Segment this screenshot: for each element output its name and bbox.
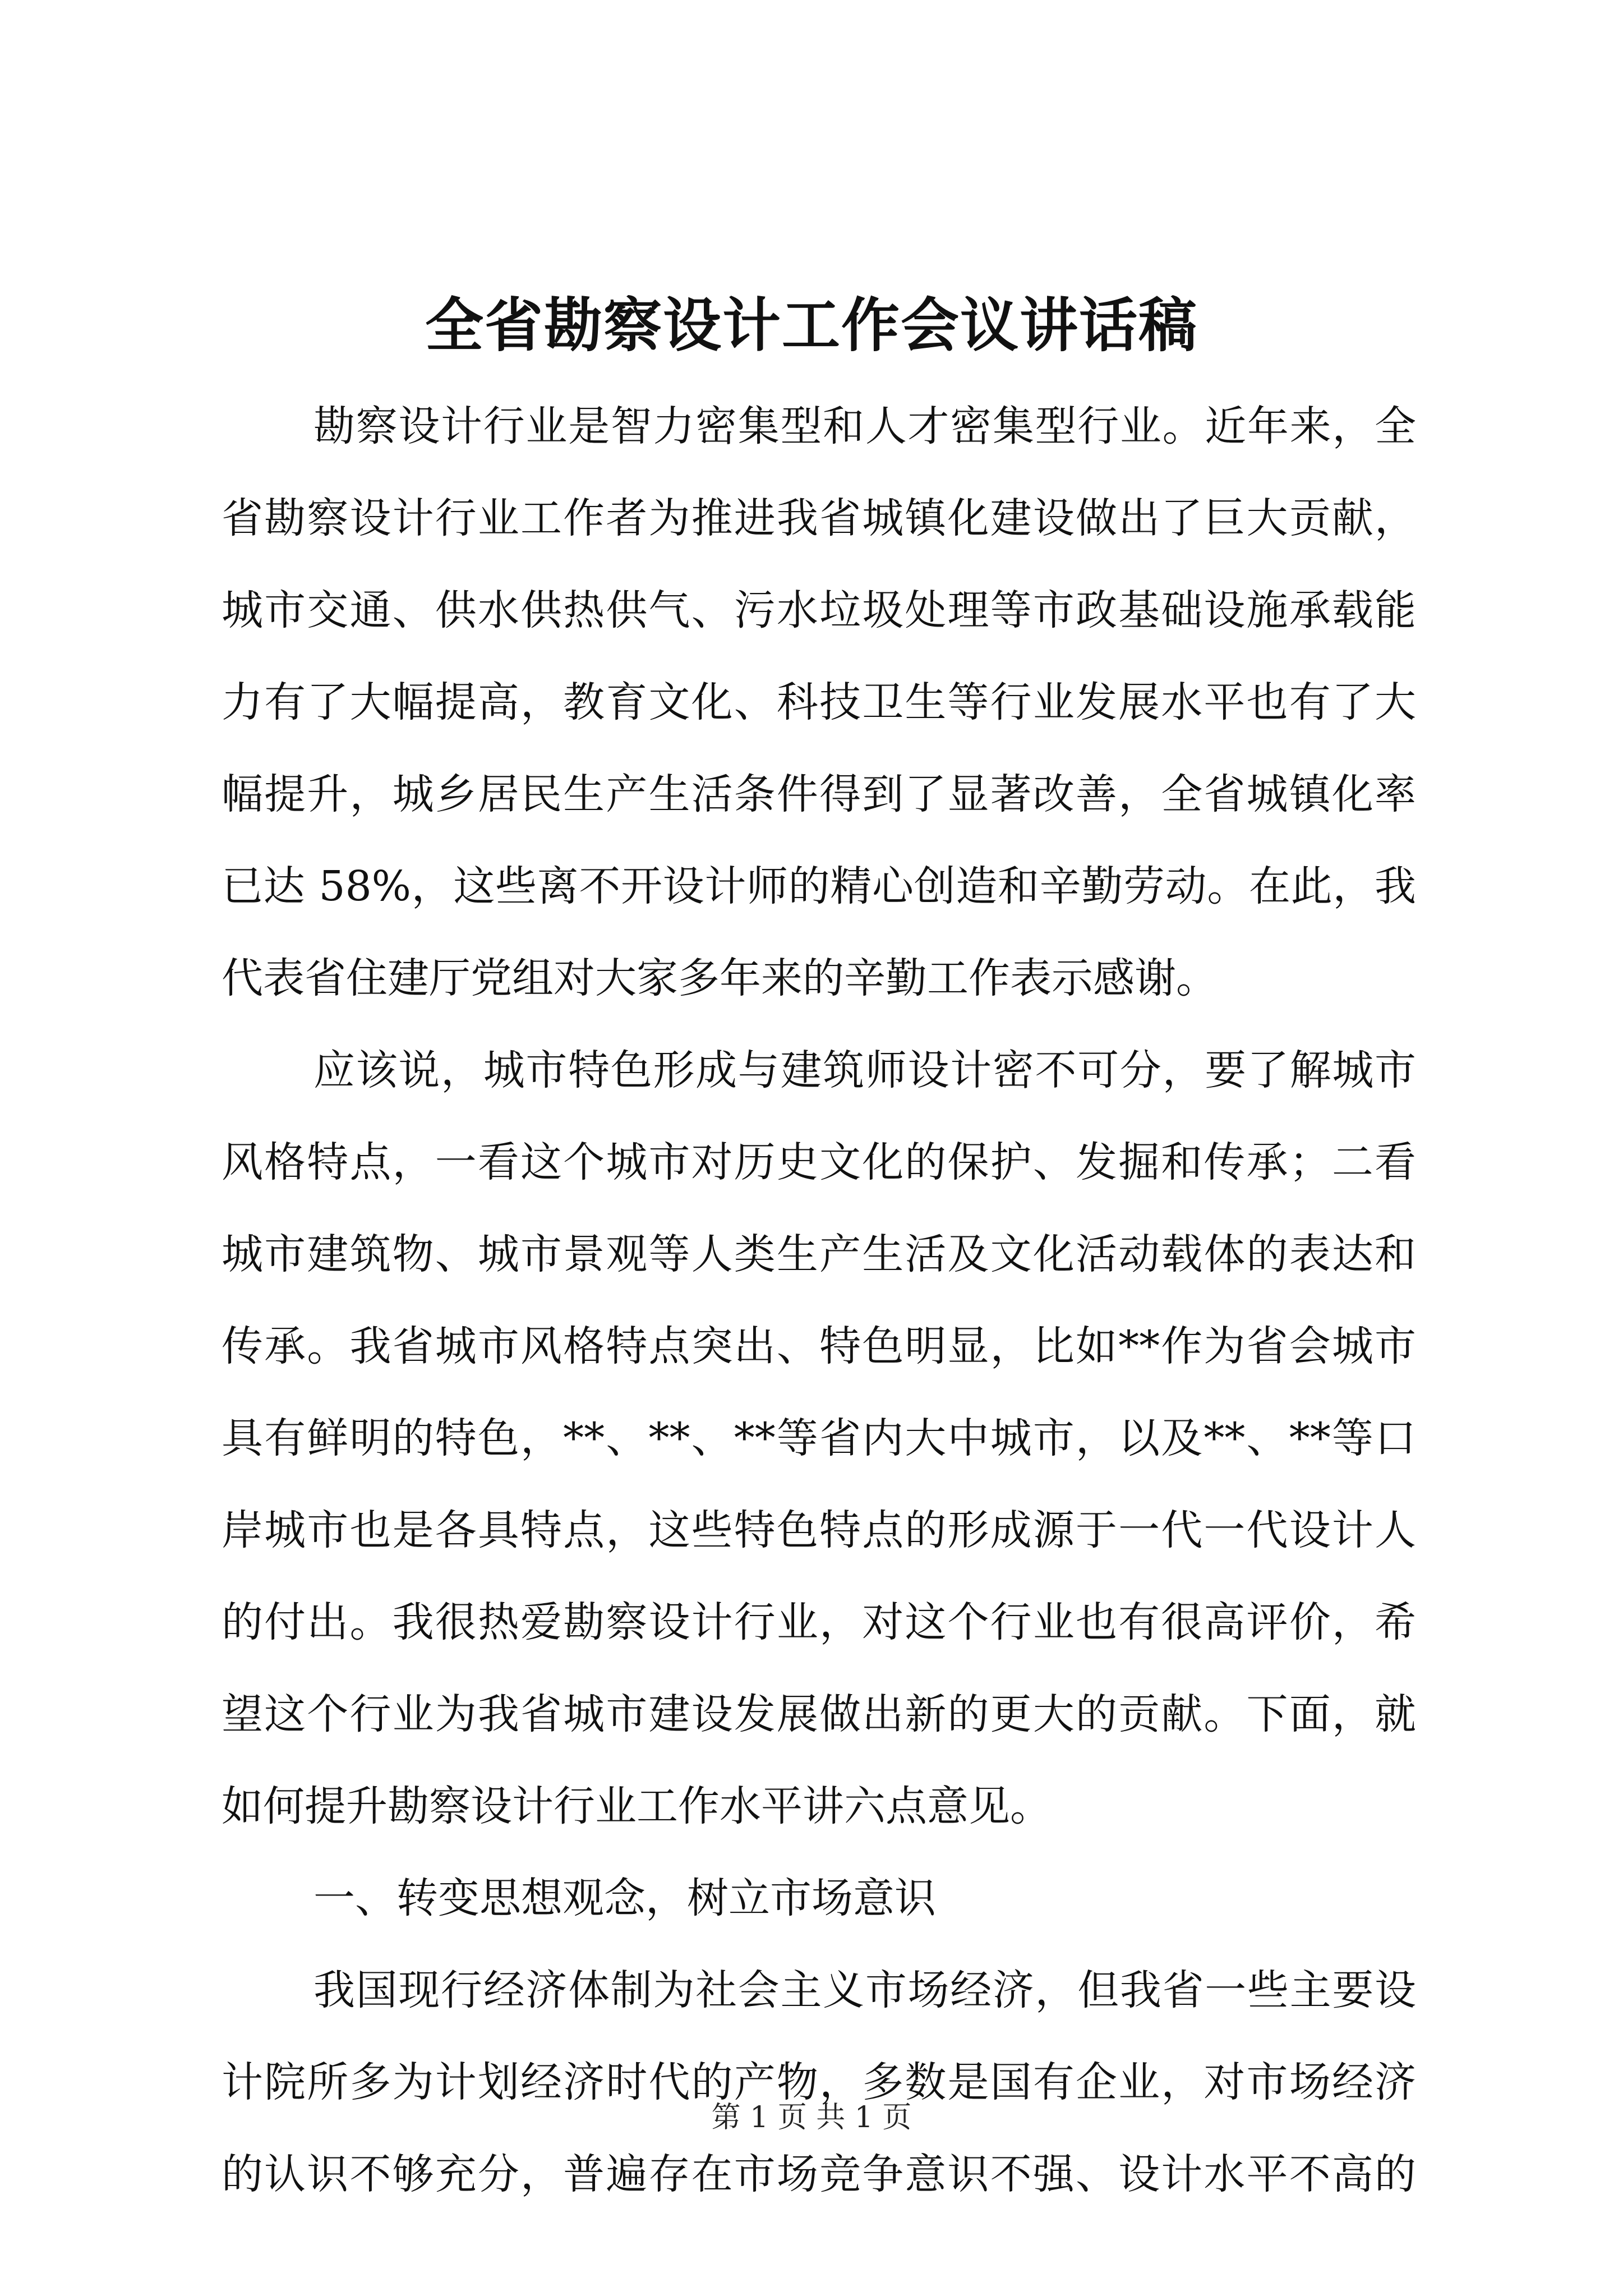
text-line: 我国现行经济体制为社会主义市场经济，但我省一些主要设 bbox=[313, 1966, 1416, 2014]
text-line: 代表省住建厅党组对大家多年来的辛勤工作表示感谢。 bbox=[222, 954, 1218, 1002]
document-body bbox=[222, 380, 1416, 2220]
text-line: 省勘察设计行业工作者为推进我省城镇化建设做出了巨大贡献， bbox=[222, 494, 1416, 542]
text-line: 计院所多为计划经济时代的产物，多数是国有企业，对市场经济 bbox=[222, 2058, 1416, 2106]
text-line: 力有了大幅提高，教育文化、科技卫生等行业发展水平也有了大 bbox=[222, 678, 1416, 726]
paragraph-2 bbox=[222, 1024, 1416, 1852]
paragraph-1 bbox=[222, 380, 1416, 1024]
text-line: 传承。我省城市风格特点突出、特色明显，比如**作为省会城市 bbox=[222, 1322, 1416, 1370]
text-line: 幅提升，城乡居民生产生活条件得到了显著改善，全省城镇化率 bbox=[222, 770, 1416, 818]
text-line: 风格特点，一看这个城市对历史文化的保护、发掘和传承；二看 bbox=[222, 1138, 1416, 1186]
text-line: 岸城市也是各具特点，这些特色特点的形成源于一代一代设计人 bbox=[222, 1506, 1416, 1554]
text-line: 城市交通、供水供热供气、污水垃圾处理等市政基础设施承载能 bbox=[222, 586, 1416, 634]
text-line: 城市建筑物、城市景观等人类生产生活及文化活动载体的表达和 bbox=[222, 1230, 1416, 1278]
section-heading bbox=[222, 1852, 1416, 1944]
text-line: 应该说，城市特色形成与建筑师设计密不可分，要了解城市 bbox=[313, 1046, 1416, 1094]
text-line: 已达 58%，这些离不开设计师的精心创造和辛勤劳动。在此，我 bbox=[222, 862, 1416, 910]
text-line: 勘察设计行业是智力密集型和人才密集型行业。近年来，全 bbox=[313, 402, 1416, 450]
text-line: 的认识不够充分，普遍存在市场竞争意识不强、设计水平不高的 bbox=[222, 2150, 1416, 2198]
text-line: 一、转变思想观念，树立市场意识 bbox=[313, 1874, 936, 1922]
text-line: 如何提升勘察设计行业工作水平讲六点意见。 bbox=[222, 1782, 1052, 1830]
document-title: 全省勘察设计工作会议讲话稿 bbox=[425, 291, 1198, 360]
text-line: 具有鲜明的特色，**、**、**等省内大中城市，以及**、**等口 bbox=[222, 1414, 1416, 1462]
text-line: 的付出。我很热爱勘察设计行业，对这个行业也有很高评价，希 bbox=[222, 1598, 1416, 1646]
text-line: 望这个行业为我省城市建设发展做出新的更大的贡献。下面，就 bbox=[222, 1690, 1416, 1738]
paragraph-3 bbox=[222, 1944, 1416, 2220]
page-footer: 第 1 页 共 1 页 bbox=[711, 2101, 912, 2134]
